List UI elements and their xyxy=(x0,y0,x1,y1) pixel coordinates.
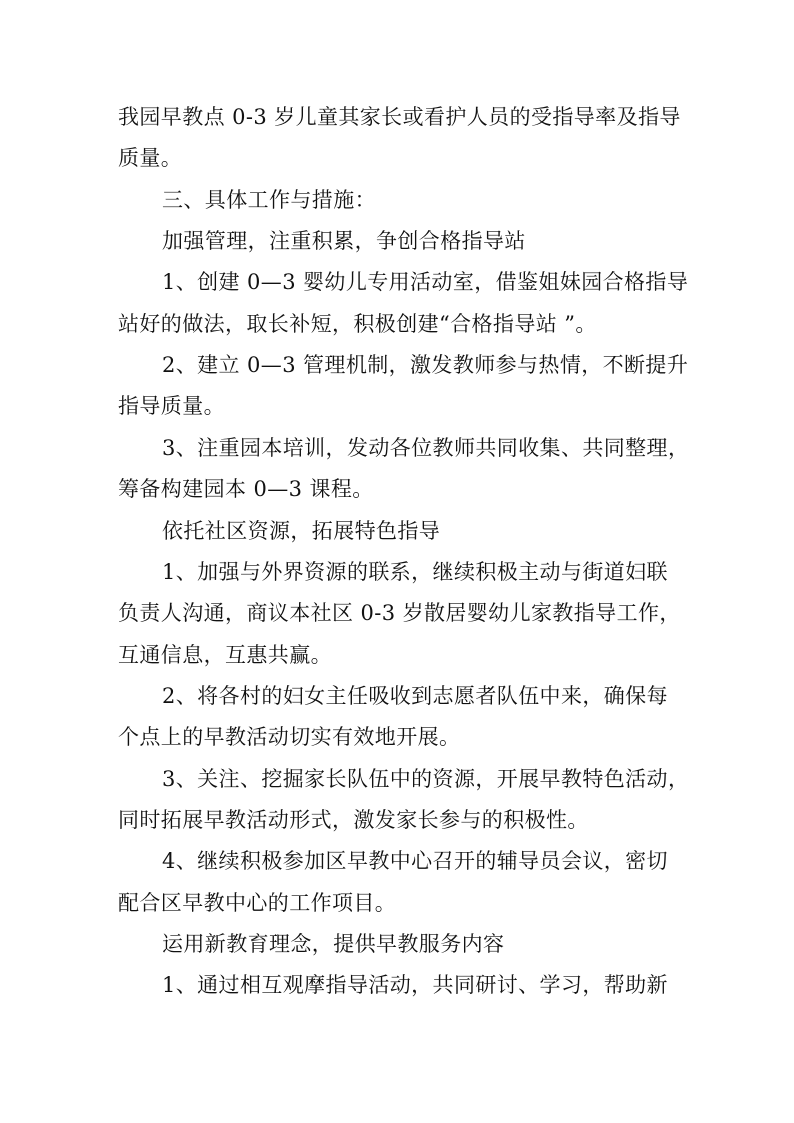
paragraph-line: 筹备构建园本 0—3 课程。 xyxy=(118,477,374,501)
paragraph-line: 同时拓展早教活动形式，激发家长参与的积极性。 xyxy=(118,808,589,832)
paragraph-line: 3、关注、挖掘家长队伍中的资源，开展早教特色活动， xyxy=(162,767,690,791)
paragraph-line: 2、建立 0—3 管理机制，激发教师参与热情，不断提升 xyxy=(162,353,689,377)
subsection-heading: 依托社区资源，拓展特色指导 xyxy=(162,519,441,543)
paragraph-line: 个点上的早教活动切实有效地开展。 xyxy=(118,725,461,749)
paragraph-line: 负责人沟通，商议本社区 0-3 岁散居婴幼儿家教指导工作， xyxy=(118,601,681,625)
section-heading: 三、具体工作与措施： xyxy=(162,188,376,212)
paragraph-line: 3、注重园本培训，发动各位教师共同收集、共同整理， xyxy=(162,436,690,460)
paragraph-line: 1、加强与外界资源的联系，继续积极主动与街道妇联 xyxy=(162,560,668,584)
paragraph-line: 4、继续积极参加区早教中心召开的辅导员会议，密切 xyxy=(162,849,668,873)
paragraph-line: 站好的做法，取长补短，积极创建“合格指导站 ”。 xyxy=(118,312,597,336)
paragraph-line: 我园早教点 0-3 岁儿童其家长或看护人员的受指导率及指导 xyxy=(118,105,681,129)
paragraph-line: 配合区早教中心的工作项目。 xyxy=(118,891,397,915)
paragraph-line: 1、通过相互观摩指导活动，共同研讨、学习，帮助新 xyxy=(162,973,668,997)
paragraph-line: 质量。 xyxy=(118,146,183,170)
subsection-heading: 加强管理，注重积累，争创合格指导站 xyxy=(162,229,526,253)
subsection-heading: 运用新教育理念，提供早教服务内容 xyxy=(162,932,505,956)
paragraph-line: 1、创建 0—3 婴幼儿专用活动室，借鉴姐妹园合格指导 xyxy=(162,270,689,294)
paragraph-line: 2、将各村的妇女主任吸收到志愿者队伍中来，确保每 xyxy=(162,684,668,708)
paragraph-line: 互通信息，互惠共赢。 xyxy=(118,643,332,667)
paragraph-line: 指导质量。 xyxy=(118,394,225,418)
